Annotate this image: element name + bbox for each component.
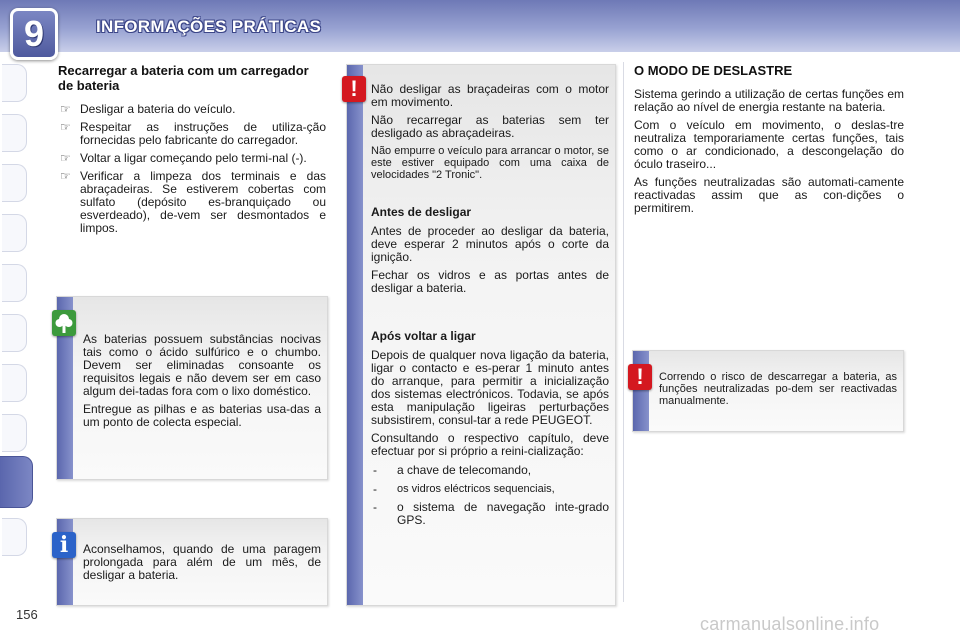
after-paragraph: Consultando o respectivo capítulo, deve efectuar por si próprio a reini-cialização: — [371, 431, 609, 458]
section-heading-load-shedding: O MODO DE DESLASTRE — [634, 63, 793, 78]
chapter-tab[interactable] — [2, 64, 27, 102]
charger-steps-list — [58, 103, 326, 235]
page-title: INFORMAÇÕES PRÁTICAS — [96, 17, 322, 36]
section-heading-battery-charger: Recarregar a bateria com um carregador de bateria — [58, 63, 309, 93]
right-column — [634, 63, 904, 220]
chapter-tab[interactable] — [2, 314, 27, 352]
load-shedding-text — [634, 88, 904, 215]
sub-heading-before-disconnect: Antes de desligar — [371, 205, 472, 219]
note-stripe — [633, 351, 649, 431]
environment-note-text — [83, 333, 321, 434]
note-paragraph: As baterias possuem substâncias nocivas tais como o ácido sulfúrico e o chumbo. Devem ser eliminadas consoante os requisitos legais e não devem ser em caso algum dei-tadas fora com o lixo doméstico. — [83, 332, 321, 398]
load-shedding-paragraph: As funções neutralizadas são automati-camente reactivadas assim que as con-dições o permitirem. — [634, 175, 904, 215]
list-item-text: Verificar a limpeza dos terminais e das abraçadeiras. Se estiverem cobertas com sulfato (depósito es-branquiçado ou esverdeado), de-vem ser desmontados e limpos. — [80, 169, 326, 235]
note-paragraph: Entregue as pilhas e as baterias usa-das a um ponto de colecta especial. — [83, 402, 321, 429]
chapter-tab[interactable] — [2, 164, 27, 202]
list-item-text: o sistema de navegação inte-grado GPS. — [397, 500, 609, 527]
info-note-box — [56, 518, 328, 606]
note-stripe — [347, 65, 363, 605]
list-item — [58, 170, 326, 235]
before-paragraph: Antes de proceder ao desligar da bateria, deve esperar 2 minutos após o corte da ignição. — [371, 224, 609, 264]
tree-icon — [52, 310, 76, 336]
warning-paragraph: Não desligar as braçadeiras com o motor em movimento. — [371, 82, 609, 109]
note-paragraph: Correndo o risco de descarregar a bateria, as funções neutralizadas po-dem ser reactivadas manualmente. — [659, 371, 897, 407]
list-dash: - — [373, 500, 377, 514]
list-item-text: a chave de telecomando, — [397, 463, 532, 477]
warning-icon: ! — [628, 364, 652, 390]
chapter-tab[interactable] — [2, 364, 27, 402]
list-item — [58, 121, 326, 147]
load-shedding-warning-box — [632, 350, 904, 432]
load-shedding-warning-text — [659, 371, 897, 412]
chapter-number-badge: 9 — [10, 8, 58, 60]
list-item — [371, 464, 609, 477]
list-dash: - — [373, 463, 377, 477]
watermark: carmanualsonline.info — [700, 614, 880, 634]
list-item-text: Desligar a bateria do veículo. — [80, 102, 236, 116]
list-item — [371, 483, 609, 495]
warning-icon: ! — [342, 76, 366, 102]
list-item — [58, 103, 326, 116]
before-paragraph: Fechar os vidros e as portas antes de desligar a bateria. — [371, 268, 609, 295]
list-item-text: Respeitar as instruções de utiliza-ção fornecidas pelo fabricante do carregador. — [80, 120, 326, 147]
chapter-tab[interactable] — [2, 414, 27, 452]
tree-icon-graphic — [52, 310, 76, 336]
chapter-tab[interactable] — [2, 518, 27, 556]
load-shedding-paragraph: Sistema gerindo a utilização de certas funções em relação ao nível de energia restante na bateria. — [634, 87, 904, 114]
load-shedding-paragraph: Com o veículo em movimento, o deslas-tre neutraliza temporariamente certas funções, tais como o ar condicionado, a descongelação do óculo traseiro... — [634, 118, 904, 171]
chapter-tabs — [0, 56, 34, 576]
middle-column-text — [371, 83, 609, 532]
info-icon: i — [52, 532, 76, 558]
pointing-hand-icon: ☞ — [60, 120, 71, 134]
left-column — [58, 63, 326, 240]
pointing-hand-icon: ☞ — [60, 169, 71, 183]
column-divider — [623, 62, 624, 602]
chapter-tab[interactable] — [2, 264, 27, 302]
warning-paragraph: Não empurre o veículo para arrancar o motor, se este estiver equipado com uma caixa de velocidades "2 Tronic". — [371, 145, 609, 181]
pointing-hand-icon: ☞ — [60, 102, 71, 116]
note-paragraph: Aconselhamos, quando de uma paragem prolongada para além de um mês, de desligar a bateria. — [83, 542, 321, 582]
chapter-tab[interactable] — [2, 214, 27, 252]
environment-note-box — [56, 296, 328, 480]
list-item — [58, 152, 326, 165]
warning-paragraph: Não recarregar as baterias sem ter desligado as abraçadeiras. — [371, 113, 609, 140]
list-dash: - — [373, 482, 377, 496]
info-note-text — [83, 543, 321, 587]
after-paragraph: Depois de qualquer nova ligação da bateria, ligar o contacto e es-perar 1 minuto antes do arranque, para permitir a inicialização dos sistemas electrónicos. Todavia, se após esta manipulação ligeiras perturbações subsistirem, consul-tar a rede PEUGEOT. — [371, 348, 609, 427]
chapter-tab[interactable] — [2, 114, 27, 152]
list-item-text: os vidros eléctricos sequenciais, — [397, 483, 555, 495]
sub-heading-after-reconnect: Após voltar a ligar — [371, 329, 476, 343]
battery-warning-box — [346, 64, 616, 606]
list-item — [371, 501, 609, 527]
page-number: 156 — [16, 607, 38, 622]
pointing-hand-icon: ☞ — [60, 151, 71, 165]
list-item-text: Voltar a ligar começando pelo termi-nal (-). — [80, 151, 307, 165]
chapter-tab-active[interactable] — [0, 456, 33, 508]
